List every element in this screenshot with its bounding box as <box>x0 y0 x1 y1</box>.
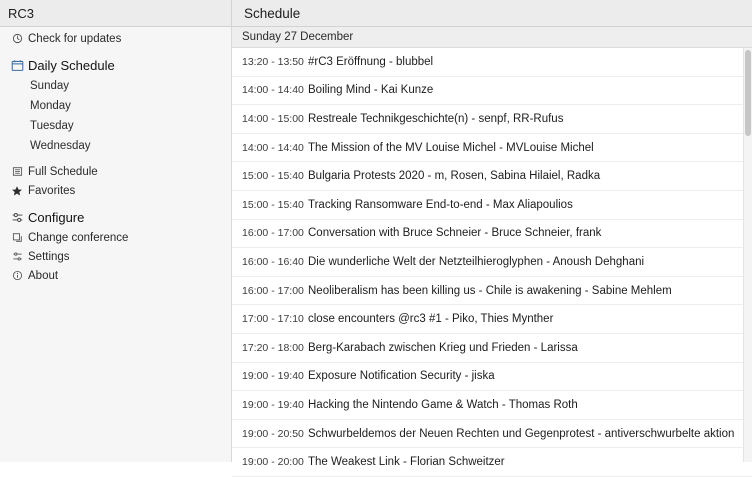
sidebar-item-daily-schedule[interactable] <box>0 54 231 76</box>
event-title: Hacking the Nintendo Game & Watch - Thomas Roth <box>308 398 578 411</box>
day-header <box>232 27 752 48</box>
schedule-pane <box>232 27 752 469</box>
event-time: 14:00 - 14:40 <box>242 84 304 97</box>
sidebar-item-label: Configure <box>28 209 85 225</box>
table-row[interactable] <box>232 277 752 306</box>
table-row[interactable] <box>232 420 752 449</box>
app-title: RC3 <box>8 5 35 21</box>
event-time: 16:00 - 17:00 <box>242 227 304 240</box>
event-time: 17:00 - 17:10 <box>242 313 304 326</box>
sidebar-item-label: Sunday <box>30 80 70 92</box>
sidebar <box>0 27 232 462</box>
event-time: 15:00 - 15:40 <box>242 198 304 211</box>
event-time: 16:00 - 17:00 <box>242 284 304 297</box>
event-title: The Mission of the MV Louise Michel - MVLouise Michel <box>308 141 594 154</box>
table-row[interactable] <box>232 363 752 392</box>
calendar-icon <box>8 59 26 72</box>
event-time: 13:20 - 13:50 <box>242 55 304 68</box>
event-time: 19:00 - 19:40 <box>242 370 304 383</box>
table-row[interactable] <box>232 305 752 334</box>
sidebar-item-label: Wednesday <box>30 140 91 152</box>
refresh-icon <box>8 33 26 44</box>
event-time: 16:00 - 16:40 <box>242 255 304 268</box>
settings-icon <box>8 251 26 262</box>
star-icon <box>8 185 26 197</box>
event-title: Conversation with Bruce Schneier - Bruce Schneier, frank <box>308 227 602 240</box>
table-row[interactable] <box>232 391 752 420</box>
event-title: Schwurbeldemos der Neuen Rechten und Gegenprotest - antiverschwurbelte aktion <box>308 427 735 440</box>
table-row[interactable] <box>232 220 752 249</box>
table-row[interactable] <box>232 191 752 220</box>
scrollbar-thumb[interactable] <box>745 50 751 136</box>
event-time: 19:00 - 20:50 <box>242 427 304 440</box>
sidebar-item-configure[interactable] <box>0 206 231 228</box>
day-header-label: Sunday 27 December <box>242 31 354 43</box>
table-row[interactable] <box>232 48 752 77</box>
sidebar-item-favorites[interactable] <box>0 181 231 200</box>
event-title: Tracking Ransomware End-to-end - Max Aliapoulios <box>308 198 573 211</box>
event-time: 19:00 - 20:00 <box>242 456 304 469</box>
sidebar-item-label: Favorites <box>28 184 76 197</box>
event-title: Restreale Technikgeschichte(n) - senpf, RR-Rufus <box>308 112 564 125</box>
event-title: Boiling Mind - Kai Kunze <box>308 84 434 97</box>
sidebar-item-label: Tuesday <box>30 120 74 132</box>
sidebar-item-label: Full Schedule <box>28 165 98 178</box>
sidebar-item-settings[interactable] <box>0 247 231 266</box>
event-title: close encounters @rc3 #1 - Piko, Thies Mynther <box>308 313 554 326</box>
event-time: 17:20 - 18:00 <box>242 341 304 354</box>
table-row[interactable] <box>232 77 752 106</box>
sidebar-item-sunday[interactable] <box>0 76 231 96</box>
event-time: 15:00 - 15:40 <box>242 170 304 183</box>
sidebar-item-check-for-updates[interactable] <box>0 29 231 48</box>
sliders-icon <box>8 211 26 224</box>
table-row[interactable] <box>232 162 752 191</box>
vertical-scrollbar[interactable] <box>743 48 752 462</box>
sidebar-item-label: Daily Schedule <box>28 57 115 73</box>
sidebar-item-label: About <box>28 269 59 282</box>
event-title: Exposure Notification Security - jiska <box>308 370 495 383</box>
table-row[interactable] <box>232 334 752 363</box>
sidebar-item-tuesday[interactable] <box>0 116 231 136</box>
table-row[interactable] <box>232 105 752 134</box>
swap-icon <box>8 232 26 243</box>
info-icon <box>8 270 26 281</box>
sidebar-item-full-schedule[interactable] <box>0 162 231 181</box>
event-title: Bulgaria Protests 2020 - m, Rosen, Sabina Hilaiel, Radka <box>308 170 601 183</box>
event-time: 14:00 - 14:40 <box>242 141 304 154</box>
sidebar-item-wednesday[interactable] <box>0 136 231 156</box>
list-icon <box>8 166 26 177</box>
titlebar-right <box>232 0 752 26</box>
sidebar-item-label: Settings <box>28 250 70 263</box>
table-row[interactable] <box>232 134 752 163</box>
event-time: 19:00 - 19:40 <box>242 398 304 411</box>
event-time: 14:00 - 15:00 <box>242 112 304 125</box>
sidebar-item-label: Change conference <box>28 231 129 244</box>
sidebar-item-about[interactable] <box>0 266 231 285</box>
sidebar-item-change-conference[interactable] <box>0 228 231 247</box>
event-title: Neoliberalism has been killing us - Chile is awakening - Sabine Mehlem <box>308 284 672 297</box>
event-title: Berg-Karabach zwischen Krieg und Frieden - Larissa <box>308 341 578 354</box>
sidebar-item-monday[interactable] <box>0 96 231 116</box>
sidebar-item-label: Monday <box>30 100 71 112</box>
table-row[interactable] <box>232 248 752 277</box>
event-title: Die wunderliche Welt der Netzteilhieroglyphen - Anoush Dehghani <box>308 255 645 268</box>
event-title: The Weakest Link - Florian Schweitzer <box>308 456 505 469</box>
titlebar-left <box>0 0 232 26</box>
event-list[interactable] <box>232 48 752 477</box>
table-row[interactable] <box>232 448 752 477</box>
titlebar <box>0 0 752 27</box>
page-title: Schedule <box>244 5 301 21</box>
body-split <box>0 27 752 469</box>
sidebar-item-label: Check for updates <box>28 32 122 45</box>
event-title: #rC3 Eröffnung - blubbel <box>308 55 434 68</box>
